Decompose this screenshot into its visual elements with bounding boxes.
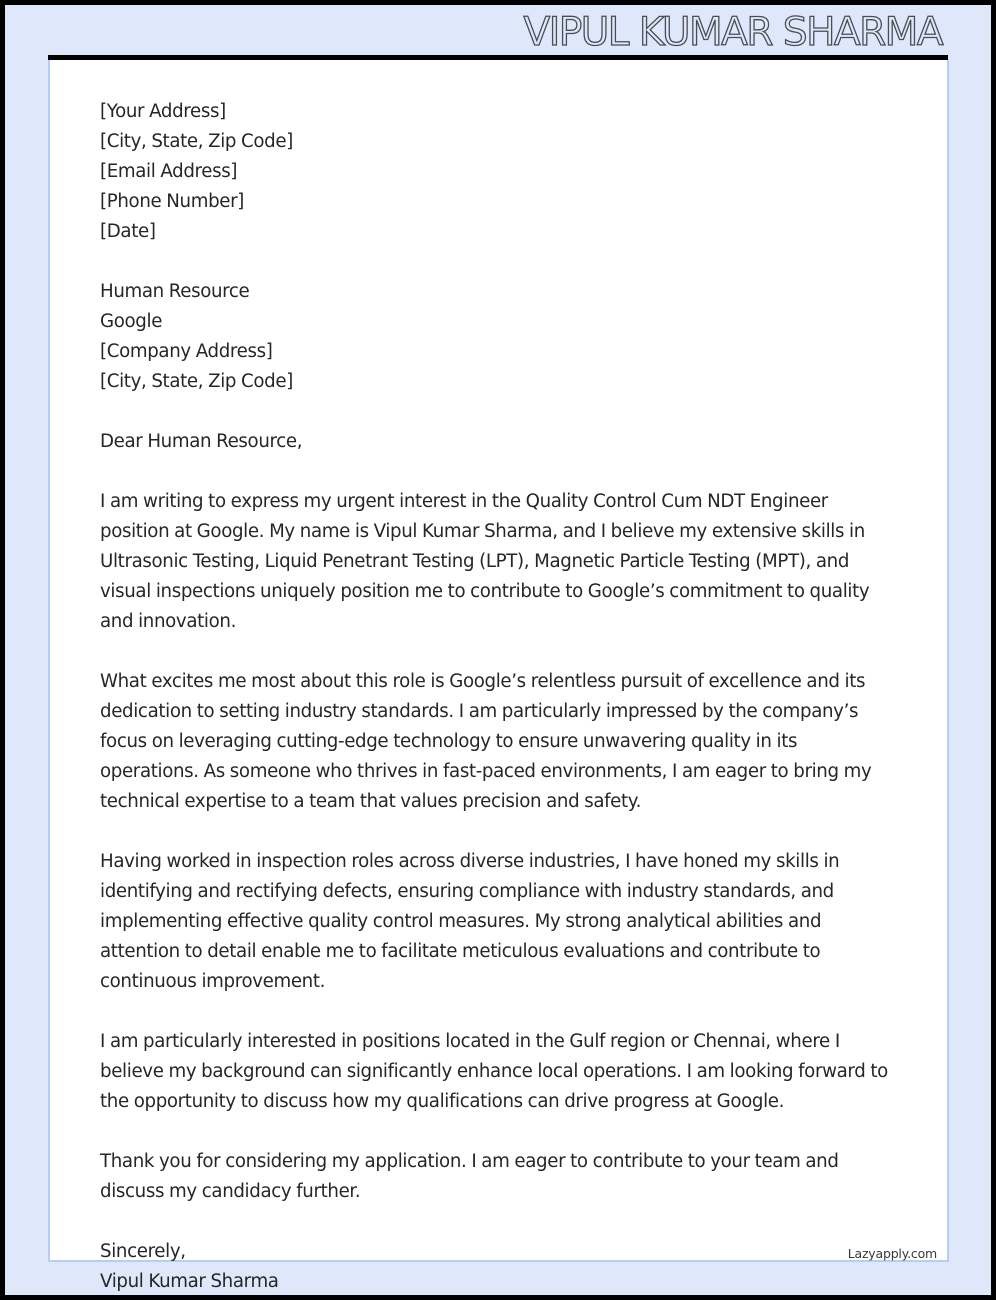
lazyapply-watermark: Lazyapply.com xyxy=(847,1246,937,1261)
recipient-address-block xyxy=(100,277,900,397)
closing-block xyxy=(100,1237,900,1295)
paragraph-line: the opportunity to discuss how my qualifications can drive progress at Google. xyxy=(100,1091,785,1112)
paragraph-line: visual inspections uniquely position me to contribute to Google’s commitment to quality xyxy=(100,581,870,602)
paragraph-line: position at Google. My name is Vipul Kumar Sharma, and I believe my extensive skills in xyxy=(100,521,865,542)
paragraph-experience xyxy=(100,847,900,997)
paragraph-line: focus on leveraging cutting-edge technology to ensure unwavering quality in its xyxy=(100,731,798,752)
sender-phone: [Phone Number] xyxy=(100,191,244,212)
paragraph-line: continuous improvement. xyxy=(100,971,326,992)
paragraph-line: Ultrasonic Testing, Liquid Penetrant Testing (LPT), Magnetic Particle Testing (MPT), and xyxy=(100,551,850,572)
recipient-company: Google xyxy=(100,311,163,332)
sender-email: [Email Address] xyxy=(100,161,238,182)
recipient-address: [Company Address] xyxy=(100,341,273,362)
cover-letter-body xyxy=(100,97,900,1295)
letter-date: [Date] xyxy=(100,221,156,242)
paragraph-line: dedication to setting industry standards. I am particularly impressed by the company’s xyxy=(100,701,859,722)
paragraph-line: discuss my candidacy further. xyxy=(100,1181,361,1202)
paragraph-line: technical expertise to a team that values precision and safety. xyxy=(100,791,642,812)
paragraph-line: identifying and rectifying defects, ensuring compliance with industry standards, and xyxy=(100,881,834,902)
paragraph-line: implementing effective quality control measures. My strong analytical abilities and xyxy=(100,911,822,932)
name-title: VIPUL KUMAR SHARMA xyxy=(523,10,942,55)
paragraph-line: operations. As someone who thrives in fast-paced environments, I am eager to bring my xyxy=(100,761,872,782)
signature-name: Vipul Kumar Sharma xyxy=(100,1271,279,1292)
recipient-city-state-zip: [City, State, Zip Code] xyxy=(100,371,293,392)
paragraph-location xyxy=(100,1027,900,1117)
recipient-name: Human Resource xyxy=(100,281,250,302)
sender-address: [Your Address] xyxy=(100,101,226,122)
salutation-text: Dear Human Resource, xyxy=(100,431,303,452)
paragraph-line: I am particularly interested in positions located in the Gulf region or Chennai, where I xyxy=(100,1031,840,1052)
paragraph-line: What excites me most about this role is Google’s relentless pursuit of excellence and its xyxy=(100,671,866,692)
paragraph-line: Having worked in inspection roles across diverse industries, I have honed my skills in xyxy=(100,851,840,872)
document-frame xyxy=(5,5,991,1295)
paragraph-line: Thank you for considering my application. I am eager to contribute to your team and xyxy=(100,1151,839,1172)
paragraph-intro xyxy=(100,487,900,637)
paragraph-line: I am writing to express my urgent interest in the Quality Control Cum NDT Engineer xyxy=(100,491,828,512)
paragraph-thanks xyxy=(100,1147,900,1207)
paragraph-line: attention to detail enable me to facilitate meticulous evaluations and contribute to xyxy=(100,941,821,962)
paragraph-motivation xyxy=(100,667,900,817)
valediction: Sincerely, xyxy=(100,1241,186,1262)
sender-address-block xyxy=(100,97,900,247)
salutation xyxy=(100,427,900,457)
paragraph-line: believe my background can significantly enhance local operations. I am looking forward to xyxy=(100,1061,888,1082)
paragraph-line: and innovation. xyxy=(100,611,237,632)
sender-city-state-zip: [City, State, Zip Code] xyxy=(100,131,293,152)
